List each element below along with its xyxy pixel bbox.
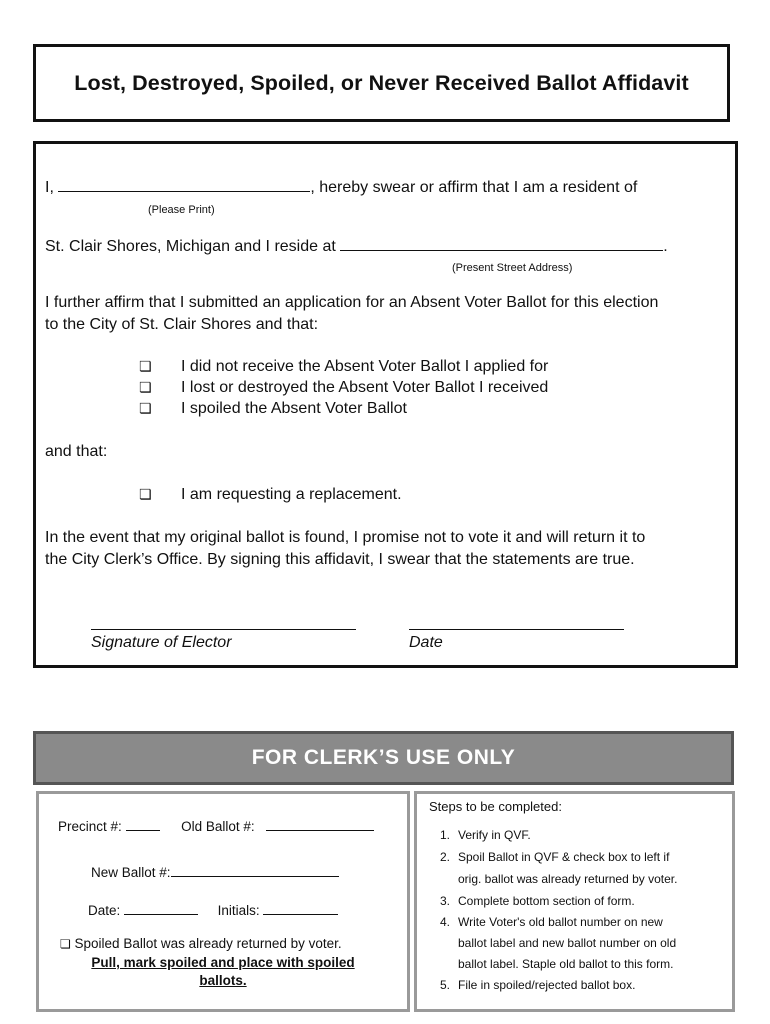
address-line: [45, 236, 668, 256]
step-number: 5.: [439, 978, 450, 992]
spoiled-note-row: [60, 936, 342, 951]
steps-title: Steps to be completed:: [429, 799, 562, 814]
line1-suffix: , hereby swear or affirm that I am a resident of: [310, 179, 638, 196]
step-text: Verify in QVF.: [458, 828, 531, 842]
precinct-row: [58, 816, 374, 834]
line2-prefix: St. Clair Shores, Michigan and I reside at: [45, 238, 336, 255]
affidavit-box: [33, 141, 738, 668]
step-text: File in spoiled/rejected ballot box.: [458, 978, 636, 992]
name-hint: (Please Print): [148, 204, 215, 216]
step-number: 2.: [439, 850, 450, 864]
option-lost-destroyed: I lost or destroyed the Absent Voter Ballot I received: [181, 379, 549, 396]
clerk-header: [33, 731, 734, 785]
step-text: ballot label and new ballot number on old: [458, 936, 677, 950]
address-hint: (Present Street Address): [452, 262, 573, 274]
page-title: Lost, Destroyed, Spoiled, or Never Received Ballot Affidavit: [74, 70, 689, 95]
paragraph2-line1: In the event that my original ballot is found, I promise not to vote it and will return it to: [45, 529, 646, 546]
spoiled-note: Spoiled Ballot was already returned by voter.: [74, 936, 342, 951]
step-item: [434, 974, 677, 996]
and-that: and that:: [45, 443, 108, 460]
date-initials-row: [88, 900, 338, 918]
old-ballot-field[interactable]: [266, 816, 374, 831]
paragraph2-line2: the City Clerk’s Office. By signing this affidavit, I swear that the statements are true.: [45, 551, 635, 568]
step-text: ballot label. Staple old ballot to this form.: [458, 957, 674, 971]
clerk-date-label: Date:: [88, 903, 121, 918]
instruction-line1: Pull, mark spoiled and place with spoiled: [91, 955, 355, 970]
step-item: [434, 846, 677, 868]
step-item: [434, 932, 677, 954]
name-line: [45, 177, 637, 197]
step-text: Complete bottom section of form.: [458, 894, 635, 908]
paragraph1-line1: I further affirm that I submitted an application for an Absent Voter Ballot for this election: [45, 294, 659, 311]
steps-list: [434, 824, 677, 996]
line1-prefix: I,: [45, 179, 54, 196]
step-item: [434, 912, 677, 932]
line2-suffix: .: [663, 238, 668, 255]
checkbox-icon[interactable]: ❏: [139, 487, 152, 503]
step-number: 4.: [439, 915, 450, 929]
step-item: [434, 868, 677, 890]
step-item: [434, 954, 677, 974]
step-number: 1.: [439, 828, 450, 842]
checkbox-icon[interactable]: ❏: [139, 380, 152, 396]
clerk-date-field[interactable]: [124, 900, 198, 915]
step-text: orig. ballot was already returned by voter.: [458, 872, 678, 886]
clerk-steps-box: [414, 791, 735, 1012]
clerk-fields-box: [36, 791, 410, 1012]
new-ballot-label: New Ballot #:: [91, 865, 171, 880]
old-ballot-label: Old Ballot #:: [181, 819, 255, 834]
address-field[interactable]: [340, 236, 663, 251]
step-text: Write Voter's old ballot number on new: [458, 915, 663, 929]
initials-label: Initials:: [217, 903, 260, 918]
option-spoiled: I spoiled the Absent Voter Ballot: [181, 400, 407, 417]
title-box: [33, 44, 730, 122]
precinct-label: Precinct #:: [58, 819, 122, 834]
checkbox-icon[interactable]: ❏: [139, 401, 152, 417]
checkbox-icon[interactable]: ❏: [139, 359, 152, 375]
precinct-field[interactable]: [126, 816, 160, 831]
option-not-received: I did not receive the Absent Voter Ballot I applied for: [181, 358, 549, 375]
checkbox-icon[interactable]: ❏: [60, 937, 71, 951]
signature-label: Signature of Elector: [91, 634, 232, 651]
clerk-header-text: FOR CLERK’S USE ONLY: [251, 746, 516, 769]
signature-line[interactable]: [91, 629, 356, 630]
date-line[interactable]: [409, 629, 624, 630]
date-label: Date: [409, 634, 443, 651]
name-field[interactable]: [58, 177, 310, 192]
paragraph1-line2: to the City of St. Clair Shores and that:: [45, 316, 319, 333]
step-item: [434, 824, 677, 846]
initials-field[interactable]: [263, 900, 338, 915]
option-replacement: I am requesting a replacement.: [181, 486, 402, 503]
new-ballot-row: [91, 862, 339, 880]
step-number: 3.: [439, 894, 450, 908]
step-text: Spoil Ballot in QVF & check box to left if: [458, 850, 670, 864]
instruction-line2: ballots.: [199, 973, 247, 988]
step-item: [434, 890, 677, 912]
new-ballot-field[interactable]: [171, 862, 339, 877]
